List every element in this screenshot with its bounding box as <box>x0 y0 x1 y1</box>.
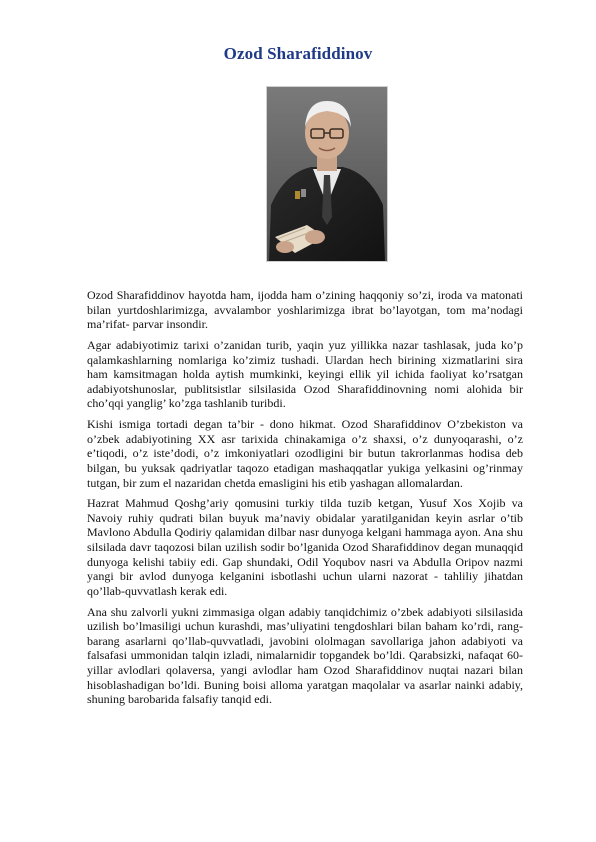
paragraph: Ana shu zalvorli yukni zimmasiga olgan adabiy tanqidchimiz o’zbek adabiyoti silsilasida uzilish bo’lmasiligi uchun kurashdi, mas’uliyatini tengdoshlari bilan baham ko’rdi, rang-barang asarlarni qo’llab-quvvatladi, javobini ololmagan savollariga jahon adabiyoti va falsafasi ummonidan talqin izladi, nimalarnidir topgandek bo’ldi. Qarabsizki, nafaqat 60-yillar avlodlari qolaversa, yangi avlodlar ham Ozod Sharafiddinov nuqtai nazari bilan hisoblashadigan bo’ldi. Buning boisi alloma yaratgan maqolalar va asarlar nainki adabiy, shuning barobarida falsafiy tanqid edi. <box>87 604 523 707</box>
page-title: Ozod Sharafiddinov <box>223 44 373 63</box>
portrait-illustration <box>267 87 387 261</box>
paragraph: Agar adabiyotimiz tarixi o’zanidan turib, yaqin yuz yillikka nazar tashlasak, juda ko’p qalamkashlarning nomlariga ko’zimiz tushadi. Ulardan hech birining xizmatlarini sira ham kamsitmagan holda aytish mumkinki, keyingi ellik yil ichida faoliyat ko’rsatgan adabiyotshunoslar, publitsistlar silsilasida Ozod Sharafiddinovning nomi alohida bir cho’qqi yanglig’ ko’zga tashlanib turibdi. <box>87 337 523 411</box>
paragraph: Ozod Sharafiddinov hayotda ham, ijodda ham o’zining haqqoniy so’zi, iroda va matonati bilan yurtdoshlarimizga, avvalambor yoshlarimizga ibrat bo’layotgan, tom ma’nodagi ma’rifat- parvar insondir. <box>87 288 523 332</box>
article-body <box>87 288 523 713</box>
paragraph: Kishi ismiga tortadi degan ta’bir - dono hikmat. Ozod Sharafiddinov O’zbekiston va o’zbek adabiyotining XX asr tarixida chinakamiga o’z shaxsi, o’z dunyoqarashi, o’z e’tiqodi, o’z iste’dodi, o’z imkoniyatlari ozodligini bir butun takrorlanmas hodisa deb bilgan, bu yuksak qadriyatlar taqozo etadigan mashaqqatlar yukiga yelkasini og’rinmay tutgan, bir zum el nazaridan chetda emasligini his etib yashagan allomalardan. <box>87 417 523 490</box>
paragraph: Hazrat Mahmud Qoshg’ariy qomusini turkiy tilda tuzib ketgan, Yusuf Xos Xojib va Navoiy ruhiy qudrati bilan buyuk ma’naviy obidalar yaratilganidan keyin asrlar o’tib Mavlono Abdulla Qodiriy qalamidan dilbar nasr dunyoga kelgani hammaga ayon. Ana shu silsilada davr taqozosi bilan uzilish sodir bo’lganida Ozod Sharafiddinov degan munaqqid dunyoga kelishi tabiiy edi. Gap shundaki, Odil Yoqubov nasri va Abdulla Oripov nazmi yangi bir avlod dunyoga kelganini isbotlashi uchun ularni nazorat - tahliliy jihatdan qo’llab-quvvatlash kerak edi. <box>87 496 523 598</box>
portrait-photo <box>266 86 388 262</box>
